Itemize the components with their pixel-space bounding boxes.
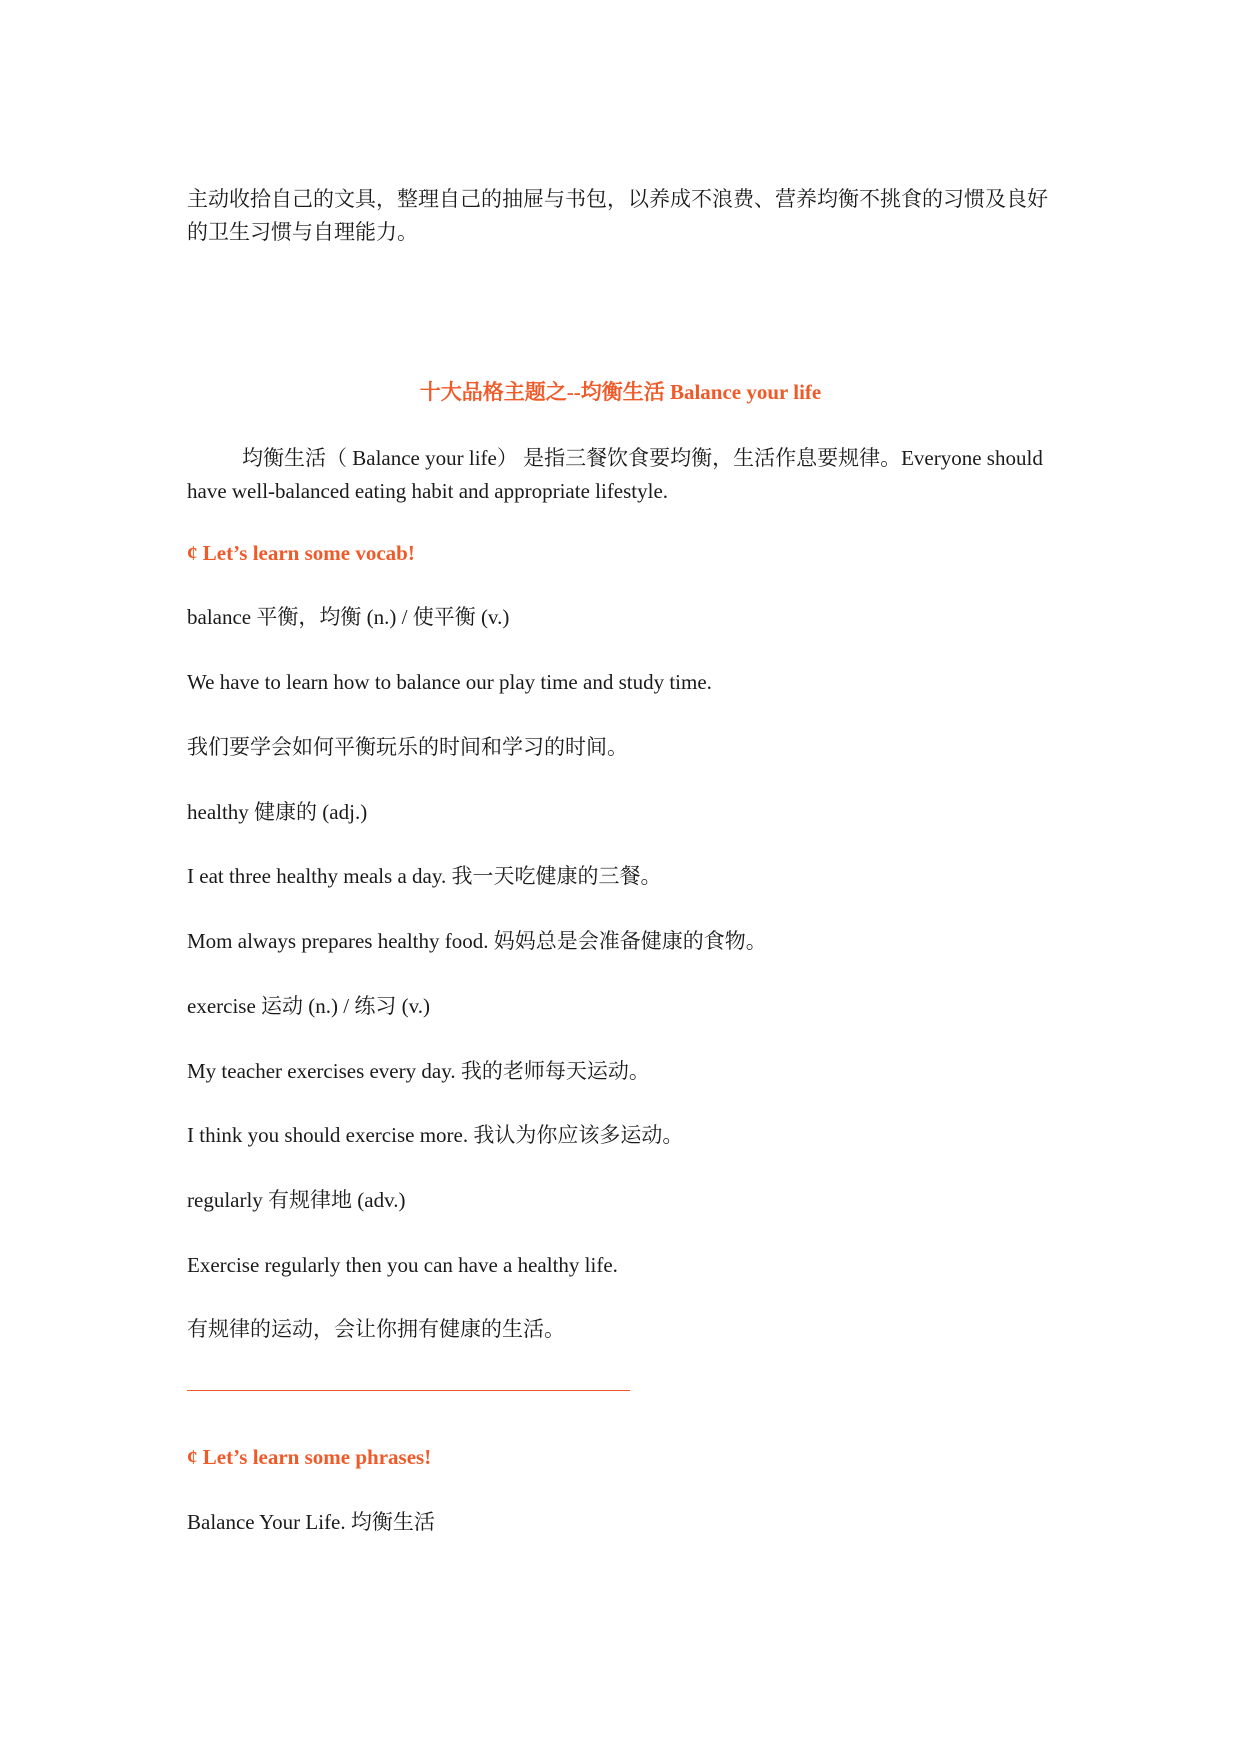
vocab-line: healthy 健康的 (adj.)	[187, 800, 368, 824]
definition-paragraph	[187, 442, 1087, 508]
vocab-line: My teacher exercises every day. 我的老师每天运动。	[187, 1059, 650, 1083]
vocab-line: balance 平衡，均衡 (n.) / 使平衡 (v.)	[187, 605, 510, 629]
vocab-line: Mom always prepares healthy food. 妈妈总是会准备健康的食物。	[187, 929, 767, 953]
definition-text: 均衡生活（ Balance your life） 是指三餐饮食要均衡，生活作息要规律。Everyone should have well-balanced eating habit and appropriate lifestyle.	[187, 446, 1043, 503]
vocab-line: 有规律的运动，会让你拥有健康的生活。	[187, 1317, 565, 1341]
vocab-line: I eat three healthy meals a day. 我一天吃健康的三餐。	[187, 864, 662, 888]
vocab-line: I think you should exercise more. 我认为你应该多运动。	[187, 1123, 684, 1147]
vocab-line: Exercise regularly then you can have a healthy life.	[187, 1253, 618, 1277]
intro-paragraph: 主动收拾自己的文具，整理自己的抽屉与书包，以养成不浪费、营养均衡不挑食的习惯及良好的卫生习惯与自理能力。	[187, 187, 1048, 244]
vocab-line: regularly 有规律地 (adv.)	[187, 1188, 406, 1212]
section-title: 十大品格主题之--均衡生活 Balance your life	[419, 380, 822, 404]
phrases-heading: ¢ Let’s learn some phrases!	[187, 1445, 432, 1469]
vocab-heading: ¢ Let’s learn some vocab!	[187, 541, 415, 565]
vocab-line: We have to learn how to balance our play time and study time.	[187, 670, 712, 694]
section-divider	[187, 1390, 630, 1391]
vocab-line: exercise 运动 (n.) / 练习 (v.)	[187, 994, 430, 1018]
phrase-line: Balance Your Life. 均衡生活	[187, 1510, 435, 1534]
vocab-line: 我们要学会如何平衡玩乐的时间和学习的时间。	[187, 735, 628, 759]
